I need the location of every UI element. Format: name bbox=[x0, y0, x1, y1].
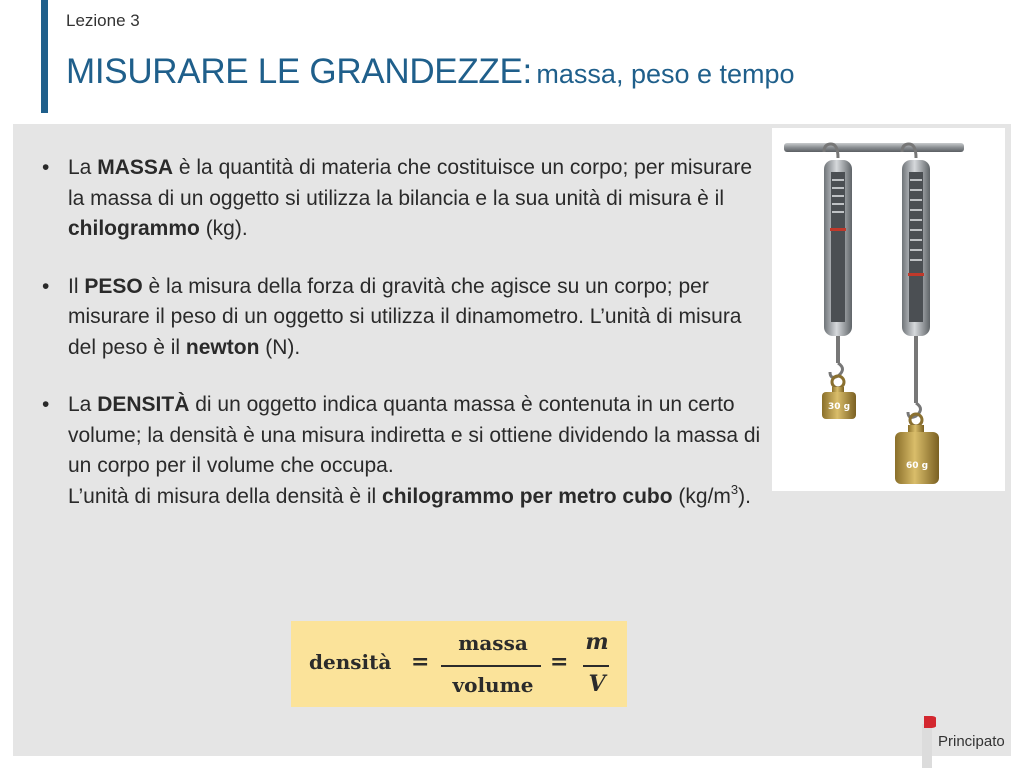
bullet-item bbox=[28, 272, 768, 364]
bullet-text: di un oggetto indica quanta massa è contenuta in un certo volume; la densità è una misura indiretta e si ottiene dividendo la massa di un corpo per il volume che occupa. bbox=[68, 393, 761, 477]
bullet-text: La bbox=[68, 393, 98, 416]
spring-scales-illustration bbox=[772, 128, 1005, 491]
bullet-text: è la misura della forza di gravità che agisce su un corpo; per misurare il peso di un oggetto si utilizza il dinamometro. L’unità di misura del peso è il bbox=[68, 274, 742, 359]
formula-numerator: massa bbox=[458, 631, 528, 655]
title-main: MISURARE LE GRANDEZZE: bbox=[66, 52, 532, 91]
spring-scales-photo bbox=[772, 128, 1005, 491]
bullet-dot: • bbox=[42, 156, 50, 179]
bullet-text: (kg). bbox=[199, 217, 248, 240]
bold-term: MASSA bbox=[97, 156, 174, 179]
bold-term: chilogrammo per metro cubo bbox=[382, 484, 673, 508]
bullet-text: La bbox=[68, 156, 98, 179]
bold-term: PESO bbox=[84, 274, 143, 298]
bullet-item bbox=[28, 390, 768, 512]
accent-bar bbox=[41, 0, 48, 113]
formula-fraction-bar-1 bbox=[441, 665, 541, 667]
left-indicator bbox=[830, 228, 846, 231]
bullet-text: (kg/m bbox=[672, 484, 731, 508]
publisher-logo: Principato bbox=[938, 733, 1005, 750]
bullet-text: è la quantità di materia che costituisce un corpo; per misurare la massa di un oggetto si utilizza la bilancia e la sua unità di misura è il bbox=[68, 156, 753, 210]
formula-label: densità bbox=[309, 650, 392, 674]
bullet-text: Il bbox=[68, 274, 85, 298]
bullet-item bbox=[28, 153, 768, 245]
bullet-text: ). bbox=[738, 484, 751, 508]
right-indicator bbox=[908, 273, 924, 276]
weight-30g-label: 30 g bbox=[827, 402, 851, 412]
density-formula bbox=[291, 621, 627, 707]
formula-denominator: volume bbox=[452, 673, 534, 697]
weight-60g bbox=[895, 432, 939, 484]
title-sub: massa, peso e tempo bbox=[536, 59, 795, 89]
principato-logo-icon bbox=[922, 716, 936, 768]
bold-term: newton bbox=[185, 335, 260, 359]
formula-mass-symbol: m bbox=[585, 629, 609, 655]
formula-equals-1: = bbox=[411, 649, 430, 675]
bullet-text: L’unità di misura della densità è il bbox=[68, 484, 383, 508]
formula-fraction-bar-2 bbox=[583, 665, 609, 667]
bullet-dot: • bbox=[42, 393, 50, 416]
bullet-dot: • bbox=[42, 274, 50, 298]
formula-equals-2: = bbox=[550, 649, 569, 675]
lesson-label: Lezione 3 bbox=[66, 11, 140, 30]
slide-title bbox=[66, 52, 795, 92]
support-bar bbox=[784, 143, 964, 152]
bold-term: chilogrammo bbox=[68, 217, 200, 240]
weight-60g-label: 60 g bbox=[905, 461, 929, 471]
bullet-list bbox=[28, 153, 768, 539]
superscript: 3 bbox=[730, 481, 739, 497]
bullet-text: (N). bbox=[259, 335, 301, 359]
bold-term: DENSITÀ bbox=[97, 393, 190, 416]
formula-volume-symbol: V bbox=[588, 671, 606, 697]
